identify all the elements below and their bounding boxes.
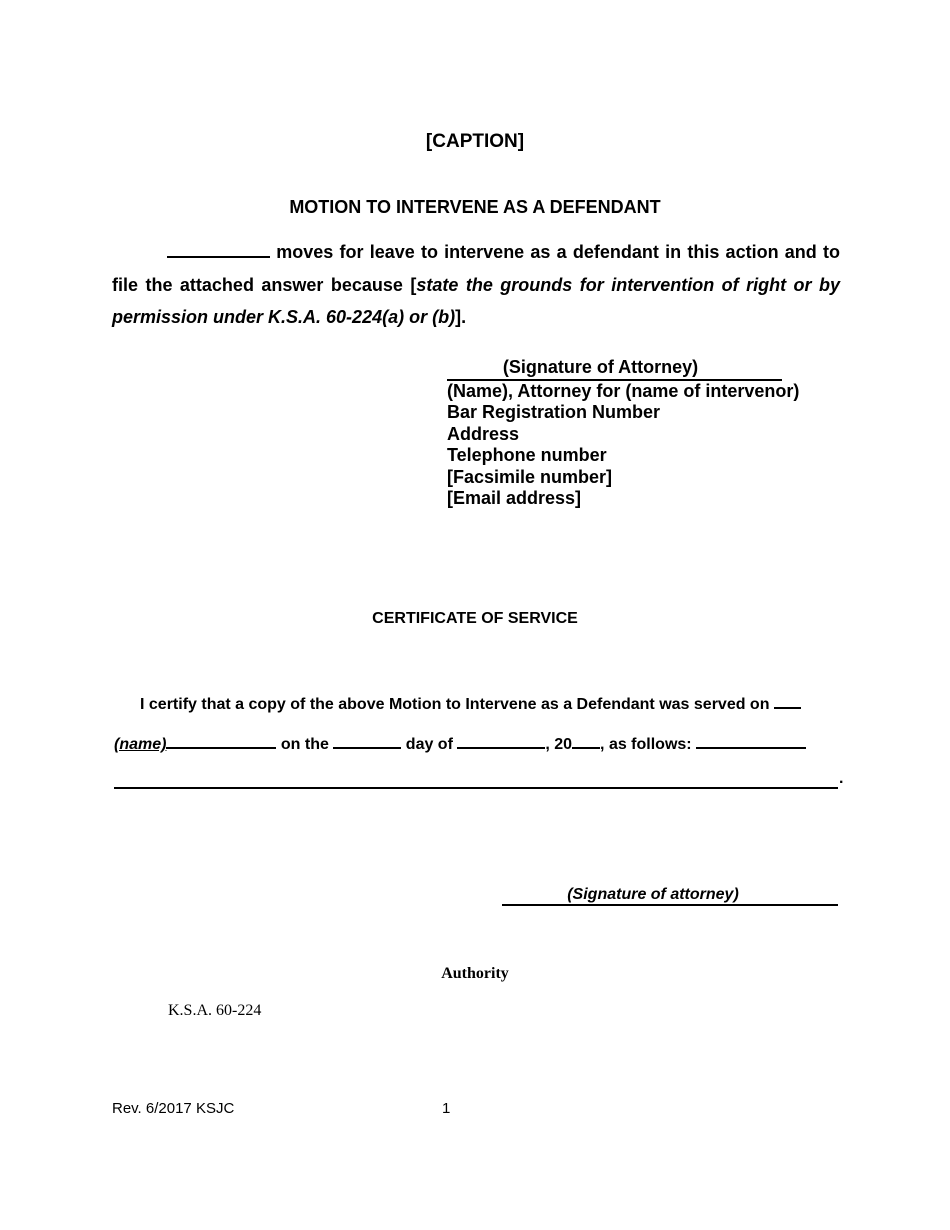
caption-heading: [CAPTION] (425, 131, 525, 152)
certificate-signature-label: (Signature of attorney) (567, 886, 739, 903)
document-title: MOTION TO INTERVENE AS A DEFENDANT (289, 197, 661, 217)
attorney-name-line: (Name), Attorney for (name of intervenor) (447, 380, 800, 401)
certificate-line-1 (140, 691, 801, 714)
year-blank[interactable] (572, 731, 600, 749)
email-line: [Email address] (447, 488, 582, 508)
revision-footer: Rev. 6/2017 KSJC (112, 1100, 235, 1117)
authority-citation: K.S.A. 60-224 (168, 1002, 262, 1019)
certificate-signature-line[interactable] (502, 886, 838, 906)
certificate-title: CERTIFICATE OF SERVICE (372, 610, 578, 627)
service-method-blank[interactable] (696, 731, 806, 749)
certificate-statement: I certify that a copy of the above Motion to Intervene as a Defendant was served on (140, 696, 774, 713)
attorney-signature-line[interactable] (447, 357, 782, 381)
telephone-line: Telephone number (447, 445, 607, 465)
day-blank[interactable] (333, 731, 401, 749)
page-number: 1 (442, 1100, 451, 1117)
attorney-signature-block (447, 357, 799, 510)
service-details-line[interactable] (114, 787, 838, 789)
intervenor-name-blank[interactable] (167, 238, 270, 258)
attorney-signature-label: (Signature of Attorney) (502, 357, 699, 377)
service-details-period: . (839, 770, 844, 787)
month-blank[interactable] (457, 731, 545, 749)
certificate-line-2 (114, 731, 806, 754)
served-on-blank[interactable] (774, 691, 801, 709)
facsimile-line: [Facsimile number] (447, 466, 613, 487)
authority-heading: Authority (441, 965, 509, 982)
as-follows-text: , as follows: (600, 736, 697, 753)
motion-text-part2: ]. (455, 307, 467, 327)
bar-registration-line: Bar Registration Number (447, 402, 661, 422)
year-prefix-text: , 20 (545, 736, 573, 753)
served-name-blank[interactable] (166, 731, 276, 749)
motion-paragraph (112, 236, 840, 334)
motion-grounds-instruction: state the grounds for intervention of right or by permission under K.S.A. 60-224(a) or (b) (112, 274, 840, 327)
motion-text-part1: moves for leave to intervene as a defendant in this action and to file the attached answer because [ (112, 242, 840, 295)
served-name-label: (name) (114, 736, 167, 753)
on-the-text: on the (276, 736, 334, 753)
address-line: Address (447, 423, 520, 444)
day-of-text: day of (401, 736, 458, 753)
